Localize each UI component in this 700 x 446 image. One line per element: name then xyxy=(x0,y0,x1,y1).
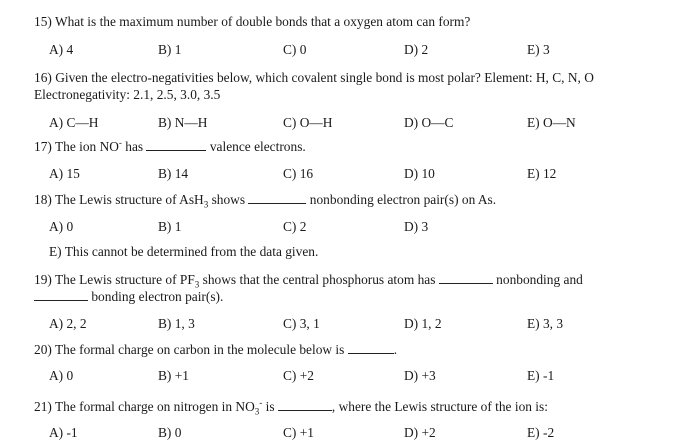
q17-option-b: B) 14 xyxy=(158,166,189,181)
q21-option-b: B) 0 xyxy=(158,425,182,440)
q19-option-d: D) 1, 2 xyxy=(404,316,442,331)
q21-subscript: 3 xyxy=(254,406,260,417)
q20-option-e: E) -1 xyxy=(527,368,555,383)
q17-prefix: 17) The ion NO xyxy=(34,139,119,154)
q18-option-d: D) 3 xyxy=(404,219,429,234)
q19-option-b: B) 1, 3 xyxy=(158,316,195,331)
q16-option-c: C) O—H xyxy=(283,115,333,130)
q20-option-a: A) 0 xyxy=(49,368,74,383)
q21-suffix: , where the Lewis structure of the ion is: xyxy=(331,399,548,414)
q21-blank xyxy=(278,399,332,411)
q19-prefix: 19) The Lewis structure of PF xyxy=(34,272,195,287)
q18-suffix: nonbonding electron pair(s) on As. xyxy=(309,192,497,207)
q18-option-c: C) 2 xyxy=(283,219,307,234)
q21-option-e: E) -2 xyxy=(527,425,555,440)
q15-option-b: B) 1 xyxy=(158,42,182,57)
q18-subscript: 3 xyxy=(203,199,209,210)
q19-option-c: C) 3, 1 xyxy=(283,316,320,331)
q18-option-a: A) 0 xyxy=(49,219,74,234)
q21-charge: - xyxy=(259,397,263,408)
q15-option-d: D) 2 xyxy=(404,42,429,57)
q18-option-b: B) 1 xyxy=(158,219,182,234)
question-16-line1: 16) Given the electro-negativities below, which covalent single bond is most polar? Element: H, C, N, O xyxy=(34,70,594,85)
q20-option-b: B) +1 xyxy=(158,368,189,383)
question-16-line2: Electronegativity: 2.1, 2.5, 3.0, 3.5 xyxy=(34,87,221,102)
q17-charge: - xyxy=(118,137,122,148)
q19-line2-text: bonding electron pair(s). xyxy=(91,289,224,304)
q16-option-b: B) N—H xyxy=(158,115,208,130)
q21-mid: is xyxy=(262,399,275,414)
q15-option-c: C) 0 xyxy=(283,42,307,57)
q18-mid: shows xyxy=(208,192,246,207)
q20-option-c: C) +2 xyxy=(283,368,314,383)
q19-option-e: E) 3, 3 xyxy=(527,316,564,331)
question-20 xyxy=(34,342,397,358)
question-15 xyxy=(34,14,470,30)
q20-option-d: D) +3 xyxy=(404,368,436,383)
q16-option-e: E) O—N xyxy=(527,115,576,130)
question-15-text: 15) What is the maximum number of double bonds that a oxygen atom can form? xyxy=(34,14,471,29)
question-19 xyxy=(34,272,583,288)
question-19-line2 xyxy=(34,289,223,305)
q20-blank xyxy=(348,342,394,354)
q15-option-a: A) 4 xyxy=(49,42,74,57)
q19-blank-1 xyxy=(439,272,493,284)
q17-option-c: C) 16 xyxy=(283,166,314,181)
q20-text: 20) The formal charge on carbon in the molecule below is xyxy=(34,342,345,357)
q21-option-c: C) +1 xyxy=(283,425,314,440)
q19-option-a: A) 2, 2 xyxy=(49,316,87,331)
question-17 xyxy=(34,139,306,155)
q19-blank-2 xyxy=(34,289,88,301)
q17-suffix: valence electrons. xyxy=(209,139,306,154)
q17-option-a: A) 15 xyxy=(49,166,80,181)
q17-option-e: E) 12 xyxy=(527,166,557,181)
q20-end: . xyxy=(393,342,398,357)
q17-option-d: D) 10 xyxy=(404,166,435,181)
q21-option-d: D) +2 xyxy=(404,425,436,440)
q18-option-e: E) This cannot be determined from the data given. xyxy=(49,244,319,259)
q17-blank xyxy=(146,139,206,151)
q18-blank xyxy=(248,192,306,204)
q15-option-e: E) 3 xyxy=(527,42,550,57)
question-21 xyxy=(34,399,548,415)
q21-prefix: 21) The formal charge on nitrogen in NO xyxy=(34,399,255,414)
q19-subscript: 3 xyxy=(194,279,200,290)
q21-option-a: A) -1 xyxy=(49,425,78,440)
question-18 xyxy=(34,192,496,208)
q17-mid: has xyxy=(121,139,144,154)
q19-suffix: nonbonding and xyxy=(496,272,583,287)
q16-option-a: A) C—H xyxy=(49,115,99,130)
q16-option-d: D) O—C xyxy=(404,115,454,130)
q18-prefix: 18) The Lewis structure of AsH xyxy=(34,192,204,207)
q19-mid: shows that the central phosphorus atom has xyxy=(199,272,436,287)
